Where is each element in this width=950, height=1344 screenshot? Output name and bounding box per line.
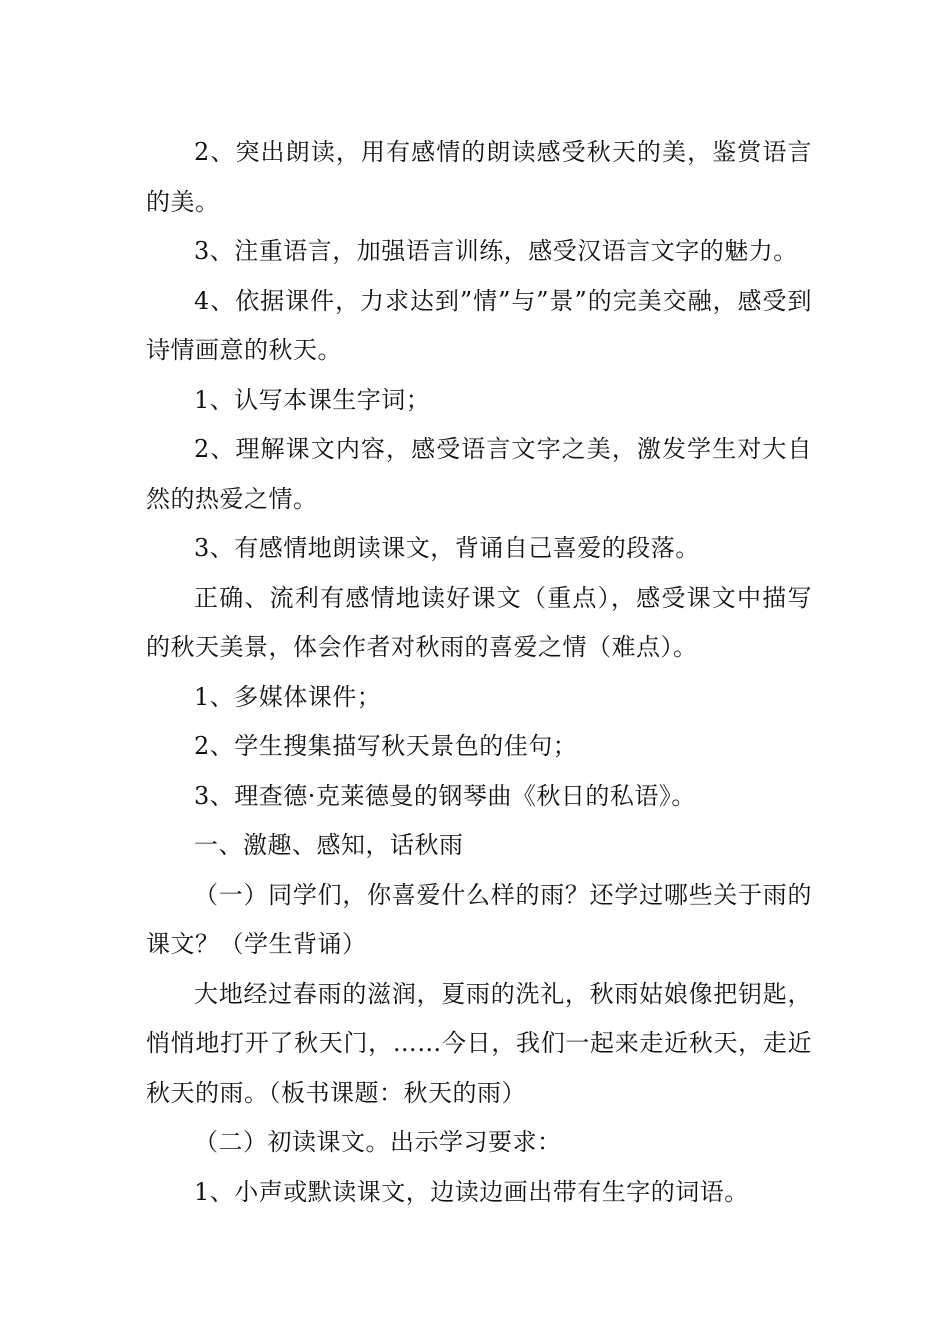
paragraph-12: （一）同学们，你喜爱什么样的雨？还学过哪些关于雨的课文？（学生背诵） [146,880,812,958]
paragraph-6: 3、有感情地朗读课文，背诵自己喜爱的段落。 [194,534,700,562]
paragraph-14: （二）初读课文。出示学习要求： [194,1128,562,1156]
paragraph-5: 2、理解课文内容，感受语言文字之美，激发学生对大自然的热爱之情。 [146,435,812,513]
paragraph-7: 正确、流利有感情地读好课文（重点），感受课文中描写的秋天美景，体会作者对秋雨的喜爱之情（难点）。 [146,583,812,661]
paragraph-8: 1、多媒体课件； [194,682,382,711]
paragraph-10: 3、理查德·克莱德曼的钢琴曲《秋日的私语》。 [194,781,696,810]
paragraph-4: 1、认写本课生字词； [194,385,431,414]
section-heading: 一、激趣、感知，话秋雨 [194,831,464,859]
paragraph-9: 2、学生搜集描写秋天景色的佳句； [194,732,578,760]
paragraph-13: 大地经过春雨的滋润，夏雨的洗礼，秋雨姑娘像把钥匙，悄悄地打开了秋天门，……今日，我们一起来走近秋天，走近秋天的雨。（板书课题：秋天的雨） [146,979,812,1107]
paragraph-3: 4、依据课件，力求达到”情”与”景”的完美交融，感受到诗情画意的秋天。 [146,286,812,364]
paragraph-2: 3、注重语言，加强语言训练，感受汉语言文字的魅力。 [194,237,798,265]
paragraph-1: 2、突出朗读，用有感情的朗读感受秋天的美，鉴赏语言的美。 [146,138,812,216]
paragraph-15: 1、小声或默读课文，边读边画出带有生字的词语。 [194,1177,749,1206]
